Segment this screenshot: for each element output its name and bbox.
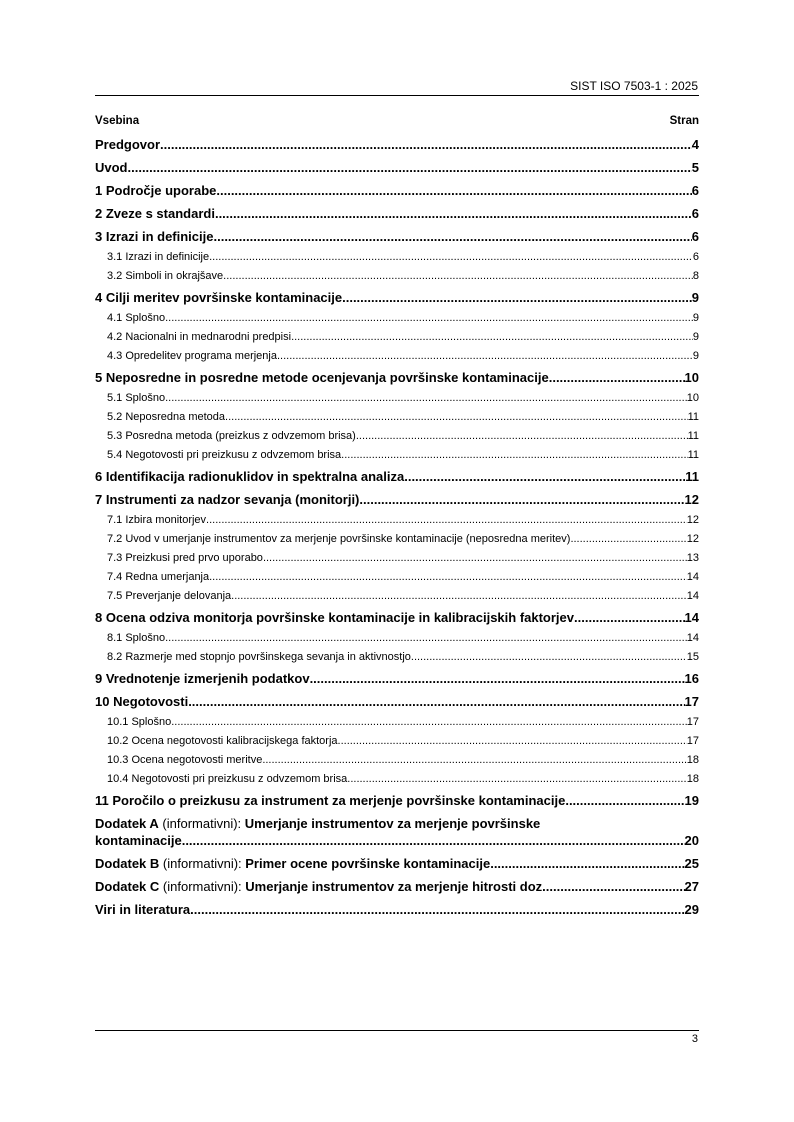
toc-leader-dots xyxy=(171,715,687,729)
toc-entry-title: 7.4 Redna umerjanja xyxy=(107,571,210,583)
toc-entry[interactable] xyxy=(95,589,699,603)
toc-entry-title: 5.4 Negotovosti pri preizkusu z odvzemom brisa xyxy=(107,449,342,461)
toc-entry[interactable] xyxy=(95,289,699,306)
page-number: 3 xyxy=(691,1033,698,1045)
toc-entry-page: 11 xyxy=(685,469,699,484)
toc-entry-page: 13 xyxy=(686,552,699,564)
toc-entry-page: 10 xyxy=(684,370,699,385)
document-reference: SIST ISO 7503-1 : 2025 xyxy=(570,79,698,93)
toc-leader-dots xyxy=(216,182,691,199)
toc-annex-heading xyxy=(95,878,542,895)
toc-entry[interactable] xyxy=(95,250,699,264)
toc-annex-note: (informativni): xyxy=(159,879,246,894)
toc-entry-title: 5 Neposredne in posredne metode ocenjevanja površinske kontaminacije xyxy=(95,370,549,385)
table-of-contents xyxy=(95,136,699,918)
toc-leader-dots xyxy=(206,513,687,527)
toc-entry-page: 14 xyxy=(686,571,699,583)
toc-entry[interactable] xyxy=(95,228,699,245)
toc-leader-dots xyxy=(291,330,693,344)
toc-entry[interactable] xyxy=(95,570,699,584)
toc-entry-title: 4.2 Nacionalni in mednarodni predpisi xyxy=(107,331,292,343)
toc-entry[interactable] xyxy=(95,429,699,443)
toc-annex-line1 xyxy=(95,815,699,832)
toc-entry[interactable] xyxy=(95,792,699,809)
toc-annex-label: Dodatek B xyxy=(95,856,160,871)
toc-leader-dots xyxy=(574,609,685,626)
toc-entry-title: 10.4 Negotovosti pri preizkusu z odvzemom brisa xyxy=(107,773,348,785)
toc-entry-title: 9 Vrednotenje izmerjenih podatkov xyxy=(95,671,310,686)
toc-entry-page: 8 xyxy=(692,270,699,282)
toc-leader-dots xyxy=(209,250,693,264)
toc-references-entry[interactable] xyxy=(95,901,699,918)
toc-leader-dots xyxy=(188,693,684,710)
toc-leader-dots xyxy=(310,670,685,687)
toc-annex-page: 25 xyxy=(684,856,699,871)
toc-entry-page: 17 xyxy=(684,694,699,709)
toc-entry-title: 7 Instrumenti za nadzor sevanja (monitorji) xyxy=(95,492,360,507)
toc-leader-dots xyxy=(263,551,687,565)
toc-entry[interactable] xyxy=(95,410,699,424)
toc-entry-title: 3 Izrazi in definicije xyxy=(95,229,214,244)
toc-entry[interactable] xyxy=(95,391,699,405)
toc-entry-title: 5.2 Neposredna metoda xyxy=(107,411,226,423)
toc-entry-page: 12 xyxy=(686,533,699,545)
toc-leader-dots xyxy=(165,311,693,325)
toc-leader-dots xyxy=(565,792,684,809)
toc-entry-page: 6 xyxy=(691,206,699,221)
toc-entry[interactable] xyxy=(95,330,699,344)
toc-leader-dots xyxy=(262,753,686,767)
toc-leader-dots xyxy=(215,205,692,222)
toc-entry-page: 9 xyxy=(692,312,699,324)
toc-leader-dots xyxy=(356,429,688,443)
toc-entry-page: 4 xyxy=(691,137,699,152)
toc-annex-entry[interactable] xyxy=(95,855,699,872)
toc-entry-page: 14 xyxy=(686,590,699,602)
toc-entry[interactable] xyxy=(95,182,699,199)
toc-annex-title: Umerjanje instrumentov za merjenje hitrosti doz xyxy=(245,879,543,894)
toc-entry[interactable] xyxy=(95,468,699,485)
toc-leader-dots xyxy=(160,136,692,153)
toc-entry[interactable] xyxy=(95,631,699,645)
toc-entry-page: 6 xyxy=(691,229,699,244)
toc-entry-title: 8.1 Splošno xyxy=(107,632,166,644)
toc-leader-dots xyxy=(342,289,692,306)
toc-annex-note: (informativni): xyxy=(159,856,246,871)
toc-leader-dots xyxy=(223,269,693,283)
toc-entry-page: 18 xyxy=(686,773,699,785)
toc-entry[interactable] xyxy=(95,513,699,527)
toc-entry-title: 3.2 Simboli in okrajšave xyxy=(107,270,224,282)
toc-leader-dots xyxy=(542,878,684,895)
toc-entry-page: 12 xyxy=(684,492,699,507)
toc-entry-title: 5.3 Posredna metoda (preizkus z odvzemom brisa) xyxy=(107,430,356,442)
toc-entry[interactable] xyxy=(95,715,699,729)
toc-entry-page: 6 xyxy=(692,251,699,263)
toc-entry[interactable] xyxy=(95,650,699,664)
toc-leader-dots xyxy=(277,349,693,363)
toc-entry-title: 8 Ocena odziva monitorja površinske kontaminacije in kalibracijskih faktorjev xyxy=(95,610,575,625)
toc-entry[interactable] xyxy=(95,772,699,786)
toc-entry-title: 6 Identifikacija radionuklidov in spektralna analiza xyxy=(95,469,405,484)
toc-entry-title: 4 Cilji meritev površinske kontaminacije xyxy=(95,290,343,305)
toc-entry-title: 2 Zveze s standardi xyxy=(95,206,215,221)
toc-header-contents: Vsebina xyxy=(95,115,140,127)
toc-leader-dots xyxy=(490,855,684,872)
toc-entry-page: 17 xyxy=(686,716,699,728)
toc-entry-title: 5.1 Splošno xyxy=(107,392,166,404)
toc-entry-title: 7.5 Preverjanje delovanja xyxy=(107,590,232,602)
toc-entry-title: 3.1 Izrazi in definicije xyxy=(107,251,210,263)
toc-entry[interactable] xyxy=(95,369,699,386)
toc-entry-page: 9 xyxy=(691,290,699,305)
toc-entry-page: 9 xyxy=(692,350,699,362)
toc-leader-dots xyxy=(165,631,687,645)
toc-leader-dots xyxy=(404,468,685,485)
toc-leader-dots xyxy=(341,448,687,462)
toc-entry-title: 7.2 Uvod v umerjanje instrumentov za merjenje površinske kontaminacije (neposredna meritev) xyxy=(107,533,571,545)
toc-annex-line2 xyxy=(95,832,699,849)
toc-entry-page: 16 xyxy=(684,671,699,686)
toc-annex-entry[interactable] xyxy=(95,815,699,849)
toc-annex-title-cont: kontaminacije xyxy=(95,833,182,848)
toc-leader-dots xyxy=(182,832,685,849)
toc-entry-page: 17 xyxy=(686,735,699,747)
toc-leader-dots xyxy=(209,570,687,584)
toc-annex-page: 20 xyxy=(684,833,699,848)
toc-entry-page: 5 xyxy=(691,160,699,175)
toc-entry-title: 7.3 Preizkusi pred prvo uporabo xyxy=(107,552,263,564)
toc-annex-note: (informativni): xyxy=(158,816,245,831)
toc-entry-page: 11 xyxy=(687,430,699,442)
toc-entry-page: 10 xyxy=(686,392,699,404)
toc-references-title: Viri in literatura xyxy=(95,902,191,917)
toc-references-page: 29 xyxy=(684,902,699,917)
toc-annex-title: Umerjanje instrumentov za merjenje površinske xyxy=(244,816,541,831)
toc-leader-dots xyxy=(213,228,691,245)
toc-entry-page: 11 xyxy=(687,449,699,461)
toc-entry-page: 14 xyxy=(686,632,699,644)
toc-entry[interactable] xyxy=(95,551,699,565)
toc-entry[interactable] xyxy=(95,532,699,546)
toc-entry-title: Uvod xyxy=(95,160,128,175)
header-rule xyxy=(95,95,699,96)
toc-leader-dots xyxy=(359,491,684,508)
toc-entry[interactable] xyxy=(95,159,699,176)
toc-leader-dots xyxy=(347,772,686,786)
toc-leader-dots xyxy=(411,650,687,664)
toc-entry[interactable] xyxy=(95,448,699,462)
toc-entry-title: Predgovor xyxy=(95,137,161,152)
toc-leader-dots xyxy=(165,391,687,405)
toc-leader-dots xyxy=(128,159,692,176)
toc-leader-dots xyxy=(549,369,685,386)
toc-annex-entry[interactable] xyxy=(95,878,699,895)
toc-header xyxy=(95,115,699,129)
toc-annex-heading xyxy=(95,855,490,872)
toc-entry[interactable] xyxy=(95,753,699,767)
toc-entry-page: 15 xyxy=(686,651,699,663)
toc-entry[interactable] xyxy=(95,269,699,283)
toc-entry-page: 18 xyxy=(686,754,699,766)
toc-entry-title: 4.3 Opredelitev programa merjenja xyxy=(107,350,277,362)
toc-entry[interactable] xyxy=(95,349,699,363)
toc-entry[interactable] xyxy=(95,693,699,710)
toc-entry-title: 10.2 Ocena negotovosti kalibracijskega faktorja xyxy=(107,735,338,747)
toc-header-page: Stran xyxy=(669,115,699,127)
toc-entry-title: 10.1 Splošno xyxy=(107,716,172,728)
toc-annex-label: Dodatek A xyxy=(95,816,159,831)
toc-entry[interactable] xyxy=(95,670,699,687)
toc-leader-dots xyxy=(338,734,687,748)
toc-annex-title: Primer ocene površinske kontaminacije xyxy=(245,856,491,871)
toc-entry[interactable] xyxy=(95,491,699,508)
toc-entry-title: 8.2 Razmerje med stopnjo površinskega sevanja in aktivnostjo xyxy=(107,651,411,663)
toc-annex-label: Dodatek C xyxy=(95,879,160,894)
toc-entry-page: 6 xyxy=(691,183,699,198)
toc-entry-page: 11 xyxy=(687,411,699,423)
footer-rule xyxy=(95,1030,699,1031)
toc-entry-title: 1 Področje uporabe xyxy=(95,183,217,198)
toc-entry-page: 19 xyxy=(684,793,699,808)
toc-entry[interactable] xyxy=(95,734,699,748)
toc-leader-dots xyxy=(225,410,688,424)
toc-entry[interactable] xyxy=(95,311,699,325)
toc-entry-page: 9 xyxy=(692,331,699,343)
toc-entry[interactable] xyxy=(95,609,699,626)
toc-entry-title: 7.1 Izbira monitorjev xyxy=(107,514,207,526)
toc-leader-dots xyxy=(570,532,686,546)
toc-entry-title: 10.3 Ocena negotovosti meritve xyxy=(107,754,263,766)
toc-entry-page: 12 xyxy=(686,514,699,526)
toc-entry-page: 14 xyxy=(684,610,699,625)
toc-entry[interactable] xyxy=(95,205,699,222)
toc-entry-title: 11 Poročilo o preizkusu za instrument za merjenje površinske kontaminacije xyxy=(95,793,566,808)
toc-entry-title: 4.1 Splošno xyxy=(107,312,166,324)
toc-leader-dots xyxy=(231,589,687,603)
toc-entry[interactable] xyxy=(95,136,699,153)
toc-annex-page: 27 xyxy=(684,879,699,894)
toc-entry-title: 10 Negotovosti xyxy=(95,694,189,709)
toc-leader-dots xyxy=(190,901,684,918)
